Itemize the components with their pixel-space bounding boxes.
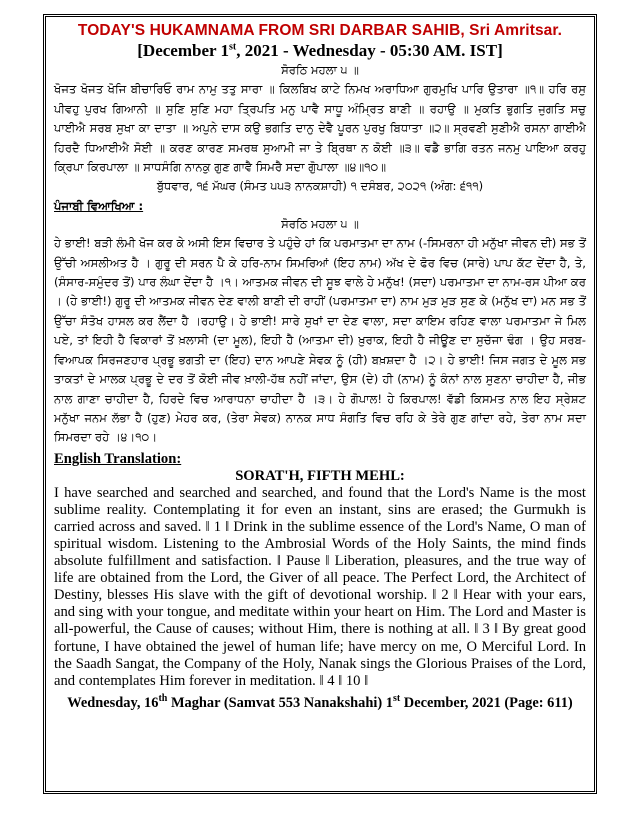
gurbani-raag-heading: ਸੋਰਠਿ ਮਹਲਾ ੫ ॥ (281, 63, 359, 77)
footer-date: Wednesday, 16th Maghar (Samvat 553 Nanakshahi) 1st December, 2021 (Page: 611) (67, 692, 573, 711)
english-raag-heading: SORAT'H, FIFTH MEHL: (235, 467, 405, 484)
page-title: TODAY'S HUKAMNAMA FROM SRI DARBAR SAHIB, Sri Amritsar. (77, 22, 563, 39)
gurbani-text: ਖੋਜਤ ਖੋਜਤ ਖੋਜਿ ਬੀਚਾਰਿਓ ਰਾਮ ਨਾਮੁ ਤਤੁ ਸਾਰਾ ॥ ਕਿਲਬਿਖ ਕਾਟੇ ਨਿਮਖ ਅਰਾਧਿਆ ਗੁਰਮੁਖਿ ਪਾਰਿ ਉਤਾਰਾ ॥੧॥ ਹਰਿ ਰਸੁ ਪੀਵਹੁ ਪੁਰਖ ਗਿਆਨੀ ॥ ਸੁਣਿ ਸੁਣਿ ਮਹਾ ਤ੍ਰਿਪਤਿ ਮਨੁ ਪਾਵੈ ਸਾਧੂ ਅੰਮ੍ਰਿਤ ਬਾਣੀ ॥ ਰਹਾਉ ॥ ਮੁਕਤਿ ਭੁਗਤਿ ਜੁਗਤਿ ਸਚੁ ਪਾਈਐ ਸਰਬ ਸੁਖਾ ਕਾ ਦਾਤਾ ॥ ਅਪੁਨੇ ਦਾਸ ਕਉ ਭਗਤਿ ਦਾਨੁ ਦੇਵੈ ਪੂਰਨ ਪੁਰਖੁ ਬਿਧਾਤਾ ॥੨॥ ਸ੍ਰਵਣੀ ਸੁਣੀਐ ਰਸਨਾ ਗਾਈਐ ਹਿਰਦੈ ਧਿਆਈਐ ਸੋਈ ॥ ਕਰਣ ਕਾਰਣ ਸਮਰਥ ਸੁਆਮੀ ਜਾ ਤੇ ਬ੍ਰਿਥਾ ਨ ਕੋਈ ॥੩॥ ਵਡੈ ਭਾਗਿ ਰਤਨ ਜਨਮੁ ਪਾਇਆ ਕਰਹੁ ਕ੍ਰਿਪਾ ਕਿਰਪਾਲਾ ॥ ਸਾਧਸੰਗਿ ਨਾਨਕੁ ਗੁਣ ਗਾਵੈ ਸਿਮਰੈ ਸਦਾ ਗੋੁਪਾਲਾ ॥੪॥੧੦॥ (54, 82, 586, 175)
punjabi-raag-heading: ਸੋਰਠਿ ਮਹਲਾ ੫ ॥ (281, 216, 359, 231)
date-header: [December 1st, 2021 - Wednesday - 05:30 AM. IST] (137, 41, 503, 60)
english-translation: I have searched and searched and searched, and found that the Lord's Name is the most sublime reality. Contemplating it for even an instant, sins are erased; the Gurmukh is carried across and saved. ‖ 1 ‖ Drink in the sublime essence of the Lord's Name, O man of spiritual wisdom. Listening to the Ambrosial Words of the Holy Saints, the mind finds absolute fulfillment and satisfaction. ‖ Pause ‖ Liberation, pleasures, and the true way of life are obtained from the Lord, the Giver of all peace. The Perfect Lord, the Architect of Destiny, blesses His slave with the gift of devotional worship. ‖ 2 ‖ Hear with your ears, and sing with your tongue, and meditate within your heart on Him. The Lord and Master is all-powerful, the Cause of causes; without Him, there is nothing at all. ‖ 3 ‖ By great good fortune, I have obtained the jewel of human life; have mercy on me, O Merciful Lord. In the Saadh Sangat, the Company of the Holy, Nanak sings the Glorious Praises of the Lord, and contemplates Him forever in meditation. ‖ 4 ‖ 10 ‖ (54, 484, 586, 689)
gurbani-date-line: ਬੁੱਧਵਾਰ, ੧੬ ਮੱਘਰ (ਸੰਮਤ ੫੫੩ ਨਾਨਕਸ਼ਾਹੀ) ੧ ਦਸੰਬਰ, ੨੦੨੧ (ਅੰਗ: ੬੧੧) (156, 179, 484, 194)
english-heading: English Translation: (54, 450, 182, 467)
punjabi-heading: ਪੰਜਾਬੀ ਵਿਆਖਿਆ : (54, 198, 144, 213)
hukamnama-frame (43, 14, 597, 794)
punjabi-explanation: ਹੇ ਭਾਈ! ਬੜੀ ਲੰਮੀ ਖੋਜ ਕਰ ਕੇ ਅਸੀ ਇਸ ਵਿਚਾਰ ਤੇ ਪਹੁੰਚੇ ਹਾਂ ਕਿ ਪਰਮਾਤਮਾ ਦਾ ਨਾਮ (-ਸਿਮਰਨਾ ਹੀ ਮਨੁੱਖਾ ਜੀਵਨ ਦੀ) ਸਭ ਤੋਂ ਉੱਚੀ ਅਸਲੀਅਤ ਹੈ । ਗੁਰੂ ਦੀ ਸਰਨ ਪੈ ਕੇ ਹਰਿ-ਨਾਮ ਸਿਮਰਿਆਂ (ਇਹ ਨਾਮ) ਅੱਖ ਦੇ ਫੋਰ ਵਿਚ (ਸਾਰੇ) ਪਾਪ ਕੱਟ ਦੇਂਦਾ ਹੈ, ਤੇ, (ਸੰਸਾਰ-ਸਮੁੰਦਰ ਤੋਂ) ਪਾਰ ਲੰਘਾ ਦੇਂਦਾ ਹੈ ।੧। ਆਤਮਕ ਜੀਵਨ ਦੀ ਸੂਝ ਵਾਲੇ ਹੇ ਮਨੁੱਖ! (ਸਦਾ) ਪਰਮਾਤਮਾ ਦਾ ਨਾਮ-ਰਸ ਪੀਆ ਕਰ । (ਹੇ ਭਾਈ!) ਗੁਰੂ ਦੀ ਆਤਮਕ ਜੀਵਨ ਦੇਣ ਵਾਲੀ ਬਾਣੀ ਦੀ ਰਾਹੀਂ (ਪਰਮਾਤਮਾ ਦਾ) ਨਾਮ ਮੁੜ ਮੁੜ ਸੁਣ ਕੇ (ਮਨੁੱਖ ਦਾ) ਮਨ ਸਭ ਤੋਂ ਉੱਚਾ ਸੰਤੋਖ ਹਾਸਲ ਕਰ ਲੈਂਦਾ ਹੈ ।ਰਹਾਉ। ਹੇ ਭਾਈ! ਸਾਰੇ ਸੁਖਾਂ ਦਾ ਦੇਣ ਵਾਲਾ, ਸਦਾ ਕਾਇਮ ਰਹਿਣ ਵਾਲਾ ਪਰਮਾਤਮਾ ਜੇ ਮਿਲ ਪਏ, ਤਾਂ ਇਹੀ ਹੈ ਵਿਕਾਰਾਂ ਤੋਂ ਖ਼ਲਾਸੀ (ਦਾ ਮੂਲ), ਇਹੀ ਹੈ (ਆਤਮਾ ਦੀ) ਖ਼ੁਰਾਕ, ਇਹੀ ਹੈ ਜੀਊਣ ਦਾ ਸੁਚੱਜਾ ਢੰਗ । ਉਹ ਸਰਬ-ਵਿਆਪਕ ਸਿਰਜਣਹਾਰ ਪ੍ਰਭੂ ਭਗਤੀ ਦਾ (ਇਹ) ਦਾਨ ਆਪਣੇ ਸੇਵਕ ਨੂੰ (ਹੀ) ਬਖ਼ਸ਼ਦਾ ਹੈ ।੨। ਹੇ ਭਾਈ! ਜਿਸ ਜਗਤ ਦੇ ਮੂਲ ਸਭ ਤਾਕਤਾਂ ਦੇ ਮਾਲਕ ਪ੍ਰਭੂ ਦੇ ਦਰ ਤੋਂ ਕੋਈ ਜੀਵ ਖ਼ਾਲੀ-ਹੱਥ ਨਹੀਂ ਜਾਂਦਾ, ਉਸ (ਦੇ) ਹੀ (ਨਾਮ) ਨੂੰ ਕੰਨਾਂ ਨਾਲ ਸੁਣਨਾ ਚਾਹੀਦਾ ਹੈ, ਜੀਭ ਨਾਲ ਗਾਣਾ ਚਾਹੀਦਾ ਹੈ, ਹਿਰਦੇ ਵਿਚ ਆਰਾਧਨਾ ਚਾਹੀਦਾ ਹੈ ।੩। ਹੇ ਗੋਪਾਲ! ਹੇ ਕਿਰਪਾਲ! ਵੱਡੀ ਕਿਸਮਤ ਨਾਲ ਇਹ ਸ੍ਰੇਸ਼ਟ ਮਨੁੱਖਾ ਜਨਮ ਲੱਭਾ ਹੈ (ਹੁਣ) ਮੇਹਰ ਕਰ, (ਤੇਰਾ ਸੇਵਕ) ਨਾਨਕ ਸਾਧ ਸੰਗਤਿ ਵਿਚ ਰਹਿ ਕੇ ਤੇਰੇ ਗੁਣ ਗਾਂਦਾ ਰਹੇ, ਤੇਰਾ ਨਾਮ ਸਦਾ ਸਿਮਰਦਾ ਰਹੇ ।੪।੧੦। (54, 236, 586, 445)
